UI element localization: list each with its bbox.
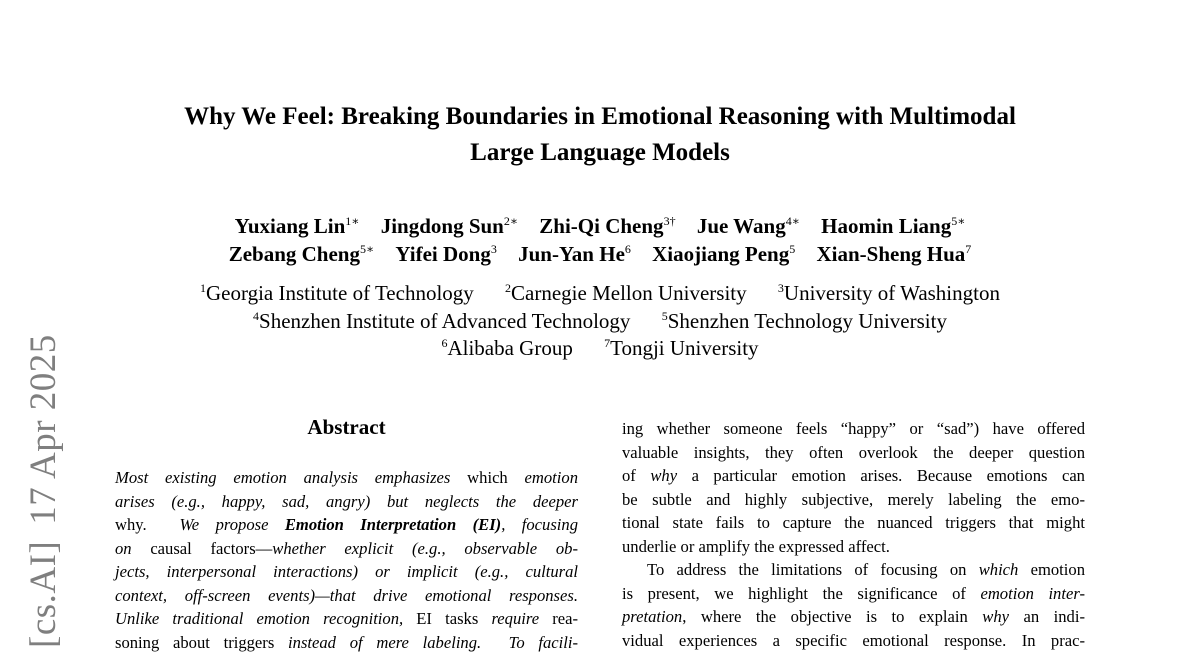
- affiliation: $^6$Alibaba Group: [441, 336, 572, 360]
- author: Jingdong Sun$^{2∗}$: [381, 214, 518, 238]
- title-line-2: Large Language Models: [100, 135, 1100, 171]
- paper-title: [100, 99, 1100, 171]
- affiliation: $^1$Georgia Institute of Technology: [200, 281, 474, 305]
- author: Zhi-Qi Cheng$^{3\dagger}$: [539, 214, 675, 238]
- text-line: To address the limitations of focusing on which emotion: [622, 558, 1085, 582]
- affiliations-row-1: [100, 280, 1100, 308]
- affiliation-list: [100, 280, 1100, 363]
- affiliation: $^3$University of Washington: [778, 281, 1000, 305]
- author: Haomin Liang$^{5∗}$: [821, 214, 965, 238]
- text-line: valuable insights, they often overlook the deeper question: [622, 441, 1085, 465]
- text-line: Unlike traditional emotion recognition, EI tasks require rea-: [115, 607, 578, 631]
- text-line: arises (e.g., happy, sad, angry) but neglects the deeper: [115, 490, 578, 514]
- affiliation: $^7$Tongji University: [604, 336, 758, 360]
- text-line: vidual experiences a specific emotional response. In prac-: [622, 629, 1085, 653]
- arxiv-category: [cs.AI]: [23, 541, 64, 648]
- author: Yifei Dong$^3$: [395, 242, 496, 266]
- text-line: on causal factors—whether explicit (e.g., observable ob-: [115, 537, 578, 561]
- authors-row-2: [100, 240, 1100, 268]
- text-line: of why a particular emotion arises. Because emotions can: [622, 464, 1085, 488]
- author: Zebang Cheng$^{5∗}$: [229, 242, 374, 266]
- text-line: why. We propose Emotion Interpretation (EI), focusing: [115, 513, 578, 537]
- title-line-1: Why We Feel: Breaking Boundaries in Emotional Reasoning with Multimodal: [100, 99, 1100, 135]
- text-line: be subtle and highly subjective, merely labeling the emo-: [622, 488, 1085, 512]
- author: Xiaojiang Peng$^5$: [652, 242, 795, 266]
- affiliation: $^2$Carnegie Mellon University: [505, 281, 747, 305]
- author: Xian-Sheng Hua$^7$: [816, 242, 971, 266]
- abstract-heading: Abstract: [115, 415, 578, 440]
- affiliations-row-2: [100, 308, 1100, 336]
- text-line: ing whether someone feels “happy” or “sad”) have offered: [622, 417, 1085, 441]
- text-line: jects, interpersonal interactions) or implicit (e.g., cultural: [115, 560, 578, 584]
- text-line: context, off-screen events)—that drive emotional responses.: [115, 584, 578, 608]
- affiliation: $^4$Shenzhen Institute of Advanced Technology: [253, 309, 630, 333]
- intro-body: [622, 417, 1085, 652]
- text-line: pretation, where the objective is to explain why an indi-: [622, 605, 1085, 629]
- arxiv-date: 17 Apr 2025: [23, 334, 64, 525]
- text-line: is present, we highlight the significance of emotion inter-: [622, 582, 1085, 606]
- affiliation: $^5$Shenzhen Technology University: [662, 309, 947, 333]
- author: Jue Wang$^{4∗}$: [697, 214, 800, 238]
- abstract-body: [115, 466, 578, 654]
- author: Jun-Yan He$^6$: [518, 242, 631, 266]
- text-line: soning about triggers instead of mere labeling. To facili-: [115, 631, 578, 654]
- text-line: Most existing emotion analysis emphasizes which emotion: [115, 466, 578, 490]
- text-line: tional state fails to capture the nuanced triggers that might: [622, 511, 1085, 535]
- affiliations-row-3: [100, 335, 1100, 363]
- text-line: underlie or amplify the expressed affect.: [622, 535, 1085, 559]
- arxiv-stamp: [22, 334, 65, 648]
- authors-row-1: [100, 212, 1100, 240]
- author: Yuxiang Lin$^{1∗}$: [235, 214, 360, 238]
- author-list: [100, 212, 1100, 268]
